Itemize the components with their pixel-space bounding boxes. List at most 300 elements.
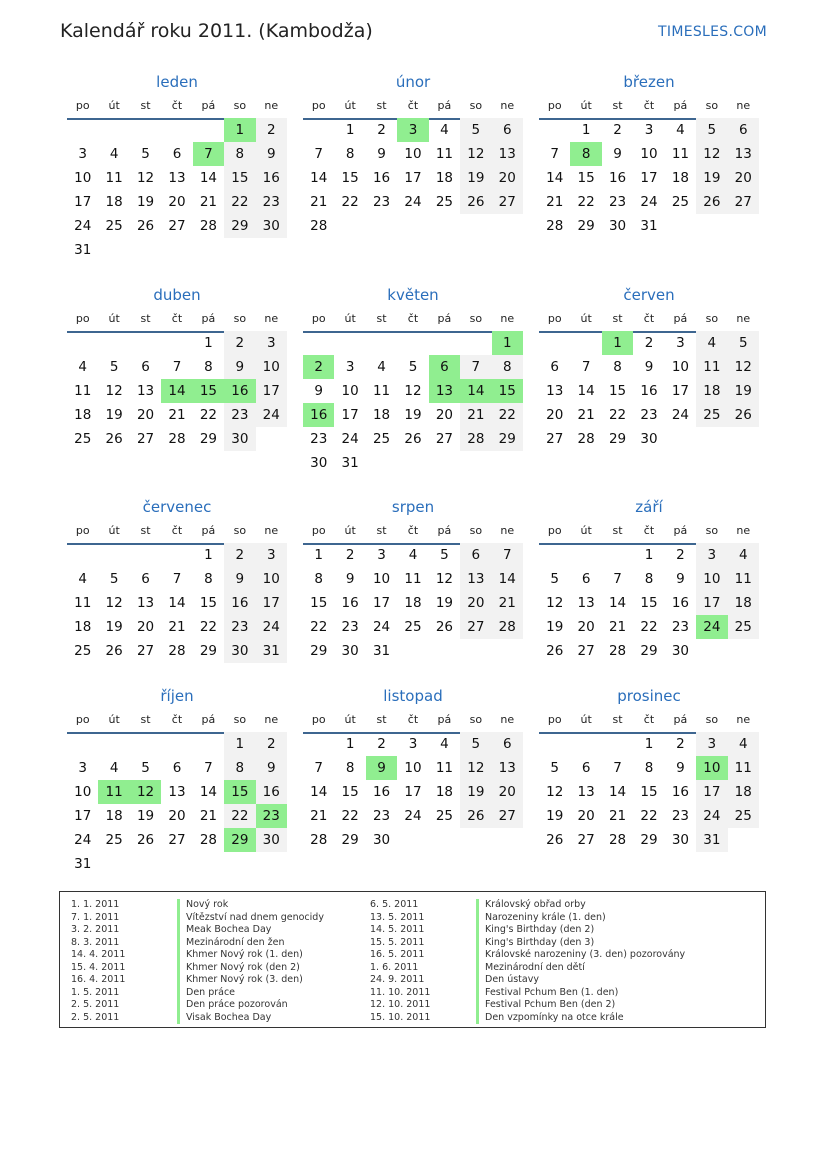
day-cell: 27 [136,643,155,659]
day-cell: 24 [703,808,721,824]
day-cell: 24 [341,431,359,447]
day-cell: 11 [734,571,752,587]
day-cell: 16 [372,170,391,186]
day-cell: 14 [498,571,516,587]
day-cell: 20 [546,407,564,423]
holiday-day-cell: 23 [262,808,280,824]
day-cell: 2 [235,547,245,563]
day-cell: 28 [168,431,186,447]
day-cell: 24 [671,407,689,423]
day-cell: 3 [707,547,717,563]
day-cell: 1 [581,122,591,138]
day-cell: 7 [172,359,182,375]
day-cell: 22 [231,194,249,210]
day-cell: 16 [640,383,658,399]
day-cell: 9 [266,146,276,162]
day-cell: 14 [199,784,217,800]
day-cell: 18 [703,383,721,399]
day-cell: 25 [372,431,391,447]
day-cell: 7 [471,359,481,375]
day-cell: 12 [546,784,564,800]
month-8 [539,498,759,688]
legend-holiday-name: Den vzpomínky na otce krále [476,1012,624,1025]
day-cell: 19 [546,619,564,635]
day-cell: 2 [235,335,245,351]
day-cell: 12 [467,760,485,776]
day-cell: 12 [404,383,422,399]
weekday-label: čt [643,713,655,726]
day-cell: 10 [74,170,92,186]
weekday-label: út [344,99,356,112]
day-cell: 10 [372,571,391,587]
day-cell: 15 [577,170,595,186]
weekday-label: ne [264,524,279,537]
weekday-label: út [580,99,592,112]
day-cell: 13 [467,571,485,587]
weekday-label: út [108,713,120,726]
day-cell: 22 [577,194,595,210]
weekday-label: čt [407,524,419,537]
legend-holiday-name: Visak Bochea Day [177,1012,271,1025]
holiday-day-cell: 14 [467,383,485,399]
weekday-header [539,99,759,117]
day-cell: 9 [676,571,685,587]
weekday-label: st [140,99,151,112]
weekday-label: pá [201,312,216,325]
day-cell: 5 [141,146,150,162]
weekday-label: út [580,713,592,726]
holiday-day-cell: 6 [440,359,449,375]
day-cell: 27 [577,643,595,659]
day-cell: 23 [671,808,689,824]
day-cell: 10 [703,571,721,587]
day-cell: 23 [262,194,280,210]
weekday-label: st [612,312,623,325]
weekday-label: čt [171,713,183,726]
day-cell: 25 [671,194,689,210]
weekday-label: ne [264,312,279,325]
day-cell: 1 [314,547,323,563]
day-cell: 30 [262,832,280,848]
day-cell: 13 [168,170,186,186]
month-6 [67,498,287,688]
weekday-label: út [580,312,592,325]
day-cell: 25 [703,407,721,423]
day-cell: 12 [136,170,155,186]
day-cell: 4 [109,146,119,162]
day-cell: 8 [235,146,245,162]
day-cell: 13 [136,383,155,399]
holiday-day-cell: 15 [199,383,217,399]
weekday-label: st [376,713,387,726]
day-cell: 27 [498,194,516,210]
day-cell: 29 [577,218,595,234]
day-cell: 25 [105,218,123,234]
legend-holiday-name: Den ústavy [476,974,539,987]
day-cell: 31 [703,832,721,848]
day-cell: 19 [404,407,422,423]
day-cell: 28 [546,218,564,234]
day-cell: 20 [136,619,155,635]
month-name: červenec [142,498,212,516]
weekday-label: pá [437,713,452,726]
day-cell: 17 [671,383,689,399]
holiday-day-cell: 16 [231,383,249,399]
day-cell: 31 [74,856,92,872]
weekday-header [303,713,523,731]
weekday-label: st [140,524,151,537]
day-cell: 20 [435,407,453,423]
day-cell: 6 [471,547,481,563]
day-cell: 28 [310,218,328,234]
day-cell: 3 [345,359,355,375]
day-cell: 20 [577,808,595,824]
day-cell: 22 [640,808,658,824]
legend-date: 14. 4. 2011 [71,949,126,960]
day-cell: 29 [608,431,627,447]
day-cell: 22 [310,619,328,635]
month-name: březen [623,73,675,91]
day-cell: 26 [105,643,123,659]
legend-holiday-name: Královské narozeniny (3. den) pozorovány [476,949,685,962]
day-cell: 5 [471,736,481,752]
day-cell: 27 [577,832,595,848]
day-cell: 23 [372,194,391,210]
day-cell: 13 [546,383,564,399]
day-cell: 21 [168,407,186,423]
day-cell: 2 [613,122,622,138]
weekday-label: pá [673,99,688,112]
day-cell: 18 [74,407,92,423]
day-cell: 17 [74,194,92,210]
weekday-label: čt [407,99,419,112]
day-cell: 6 [502,736,512,752]
day-cell: 12 [703,146,721,162]
day-cell: 29 [199,431,217,447]
day-cell: 17 [404,784,422,800]
weekday-label: po [547,524,562,537]
weekday-label: st [376,524,387,537]
legend-holiday-name: Khmer Nový rok (1. den) [177,949,303,962]
legend-date: 11. 10. 2011 [370,986,431,998]
day-cell: 22 [608,407,627,423]
weekday-label: pá [673,312,688,325]
day-cell: 5 [141,760,150,776]
weekday-label: po [75,713,90,726]
day-cell: 17 [404,170,422,186]
weekday-label: pá [201,99,216,112]
weekday-label: so [705,524,719,537]
day-cell: 9 [235,359,245,375]
weekday-label: po [311,713,326,726]
day-cell: 9 [314,383,323,399]
weekday-label: pá [437,312,452,325]
day-cell: 28 [310,832,328,848]
day-cell: 3 [644,122,654,138]
legend-date: 2. 5. 2011 [71,1011,120,1023]
legend-holiday-name: Královský obřad orby [476,899,586,912]
day-cell: 29 [310,643,328,659]
day-cell: 24 [262,619,280,635]
weekday-label: čt [171,312,183,325]
day-cell: 7 [581,359,591,375]
day-cell: 9 [235,571,245,587]
legend-holiday-name: Festival Pchum Ben (1. den) [476,987,618,1000]
weekday-label: so [233,99,247,112]
day-cell: 22 [199,407,217,423]
holiday-day-cell: 1 [235,122,245,138]
day-cell: 24 [262,407,280,423]
day-cell: 14 [199,170,217,186]
day-cell: 26 [546,643,564,659]
day-cell: 28 [498,619,516,635]
day-cell: 17 [640,170,658,186]
month-name: říjen [160,687,194,705]
day-cell: 20 [577,619,595,635]
day-cell: 27 [467,619,485,635]
day-cell: 25 [74,431,92,447]
day-cell: 16 [262,784,280,800]
holiday-day-cell: 11 [105,784,123,800]
weekday-label: st [376,312,387,325]
day-cell: 5 [738,335,748,351]
day-cell: 4 [109,760,119,776]
month-7 [303,498,523,688]
day-cell: 2 [345,547,355,563]
site-link[interactable]: TIMESLES.COM [658,24,767,40]
month-9 [67,687,287,877]
day-cell: 19 [136,194,155,210]
day-cell: 3 [78,146,87,162]
legend-holiday-name: Festival Pchum Ben (den 2) [476,999,615,1012]
weekday-label: čt [643,99,655,112]
holiday-day-cell: 15 [231,784,249,800]
day-cell: 20 [498,784,516,800]
day-cell: 27 [435,431,453,447]
weekday-label: čt [407,312,419,325]
day-cell: 7 [172,571,182,587]
day-cell: 23 [372,808,391,824]
day-cell: 10 [341,383,359,399]
day-cell: 26 [435,619,453,635]
weekday-label: út [108,312,120,325]
month-name: září [635,498,663,516]
weekday-label: ne [736,713,751,726]
month-divider [303,331,523,333]
legend-holiday-name: Khmer Nový rok (den 2) [177,962,300,975]
day-cell: 21 [467,407,485,423]
day-cell: 18 [435,170,453,186]
legend-date: 24. 9. 2011 [370,974,425,985]
day-cell: 7 [502,547,512,563]
weekday-label: ne [736,99,751,112]
day-cell: 5 [707,122,717,138]
day-cell: 10 [262,571,280,587]
month-name: duben [153,286,201,304]
weekday-header [67,524,287,542]
day-cell: 16 [262,170,280,186]
weekday-label: ne [500,99,515,112]
day-cell: 21 [577,407,595,423]
holiday-day-cell: 24 [703,619,721,635]
day-cell: 7 [613,571,622,587]
day-cell: 4 [676,122,685,138]
day-cell: 19 [734,383,752,399]
day-cell: 18 [74,619,92,635]
day-cell: 5 [550,760,559,776]
legend-date: 13. 5. 2011 [370,911,425,923]
legend-date: 15. 10. 2011 [370,1011,431,1023]
day-cell: 14 [608,784,627,800]
day-cell: 11 [703,359,721,375]
day-cell: 8 [204,571,213,587]
day-cell: 26 [404,431,422,447]
day-cell: 8 [613,359,622,375]
legend-holiday-name: King's Birthday (den 3) [476,937,594,950]
day-cell: 25 [435,808,453,824]
weekday-label: ne [264,713,279,726]
day-cell: 10 [671,359,689,375]
day-cell: 27 [136,431,155,447]
weekday-label: so [233,713,247,726]
weekday-label: ne [736,524,751,537]
day-cell: 3 [78,760,87,776]
day-cell: 6 [172,146,182,162]
month-name: listopad [383,687,443,705]
day-cell: 5 [550,571,559,587]
day-cell: 12 [734,359,752,375]
weekday-label: ne [736,312,751,325]
day-cell: 22 [199,619,217,635]
day-cell: 18 [435,784,453,800]
day-cell: 30 [640,431,658,447]
day-cell: 5 [440,547,449,563]
day-cell: 28 [608,832,627,848]
day-cell: 3 [707,736,717,752]
day-cell: 14 [310,170,328,186]
day-cell: 24 [74,218,92,234]
day-cell: 31 [372,643,391,659]
day-cell: 1 [204,547,213,563]
legend-date: 14. 5. 2011 [370,924,425,935]
day-cell: 20 [136,407,155,423]
legend-date: 1. 5. 2011 [71,986,120,998]
day-cell: 28 [467,431,485,447]
legend-date: 16. 4. 2011 [71,974,126,985]
weekday-label: st [376,99,387,112]
day-cell: 18 [671,170,689,186]
day-cell: 18 [372,407,391,423]
weekday-label: po [547,312,562,325]
day-cell: 16 [671,595,689,611]
day-cell: 19 [105,619,123,635]
day-cell: 22 [341,808,359,824]
day-cell: 1 [644,547,654,563]
legend-holiday-name: Nový rok [177,899,228,912]
day-cell: 5 [109,359,119,375]
legend-holiday-name: Mezinárodní den dětí [476,962,585,975]
day-cell: 22 [341,194,359,210]
day-cell: 25 [404,619,422,635]
month-1 [303,73,523,263]
day-cell: 14 [577,383,595,399]
day-cell: 13 [577,595,595,611]
day-cell: 29 [640,643,658,659]
day-cell: 25 [734,808,752,824]
day-cell: 30 [671,832,689,848]
day-cell: 26 [136,832,155,848]
weekday-label: út [108,99,120,112]
day-cell: 12 [105,595,123,611]
day-cell: 27 [168,832,186,848]
day-cell: 21 [546,194,564,210]
day-cell: 4 [78,571,87,587]
day-cell: 6 [502,122,512,138]
day-cell: 19 [136,808,155,824]
day-cell: 10 [404,760,422,776]
day-cell: 21 [199,194,217,210]
day-cell: 9 [613,146,622,162]
weekday-label: st [612,524,623,537]
day-cell: 13 [577,784,595,800]
day-cell: 28 [608,643,627,659]
day-cell: 15 [231,170,249,186]
month-10 [303,687,523,877]
day-cell: 23 [671,619,689,635]
holiday-day-cell: 7 [204,146,213,162]
day-cell: 20 [168,808,186,824]
day-cell: 10 [262,359,280,375]
day-cell: 3 [377,547,386,563]
day-cell: 18 [105,194,123,210]
day-cell: 16 [231,595,249,611]
day-cell: 3 [408,736,418,752]
day-cell: 28 [168,643,186,659]
day-cell: 1 [204,335,213,351]
day-cell: 4 [408,547,418,563]
weekday-label: po [75,99,90,112]
day-cell: 24 [372,619,391,635]
day-cell: 4 [738,736,748,752]
day-cell: 17 [703,595,721,611]
day-cell: 15 [640,784,658,800]
day-cell: 27 [168,218,186,234]
day-cell: 2 [266,736,276,752]
month-name: únor [395,73,431,91]
weekday-label: čt [407,713,419,726]
weekday-header [303,99,523,117]
day-cell: 30 [372,832,391,848]
legend-holiday-name: Khmer Nový rok (3. den) [177,974,303,987]
day-cell: 14 [546,170,564,186]
legend-date: 1. 1. 2011 [71,899,120,910]
day-cell: 5 [471,122,481,138]
day-cell: 30 [262,218,280,234]
day-cell: 23 [640,407,658,423]
day-cell: 14 [608,595,627,611]
day-cell: 8 [345,146,355,162]
weekday-label: pá [201,713,216,726]
day-cell: 18 [105,808,123,824]
weekday-label: ne [264,99,279,112]
weekday-label: so [705,99,719,112]
day-cell: 19 [467,170,485,186]
weekday-label: pá [437,99,452,112]
weekday-label: pá [437,524,452,537]
legend-date: 6. 5. 2011 [370,899,419,910]
month-2 [539,73,759,263]
day-cell: 11 [74,383,92,399]
